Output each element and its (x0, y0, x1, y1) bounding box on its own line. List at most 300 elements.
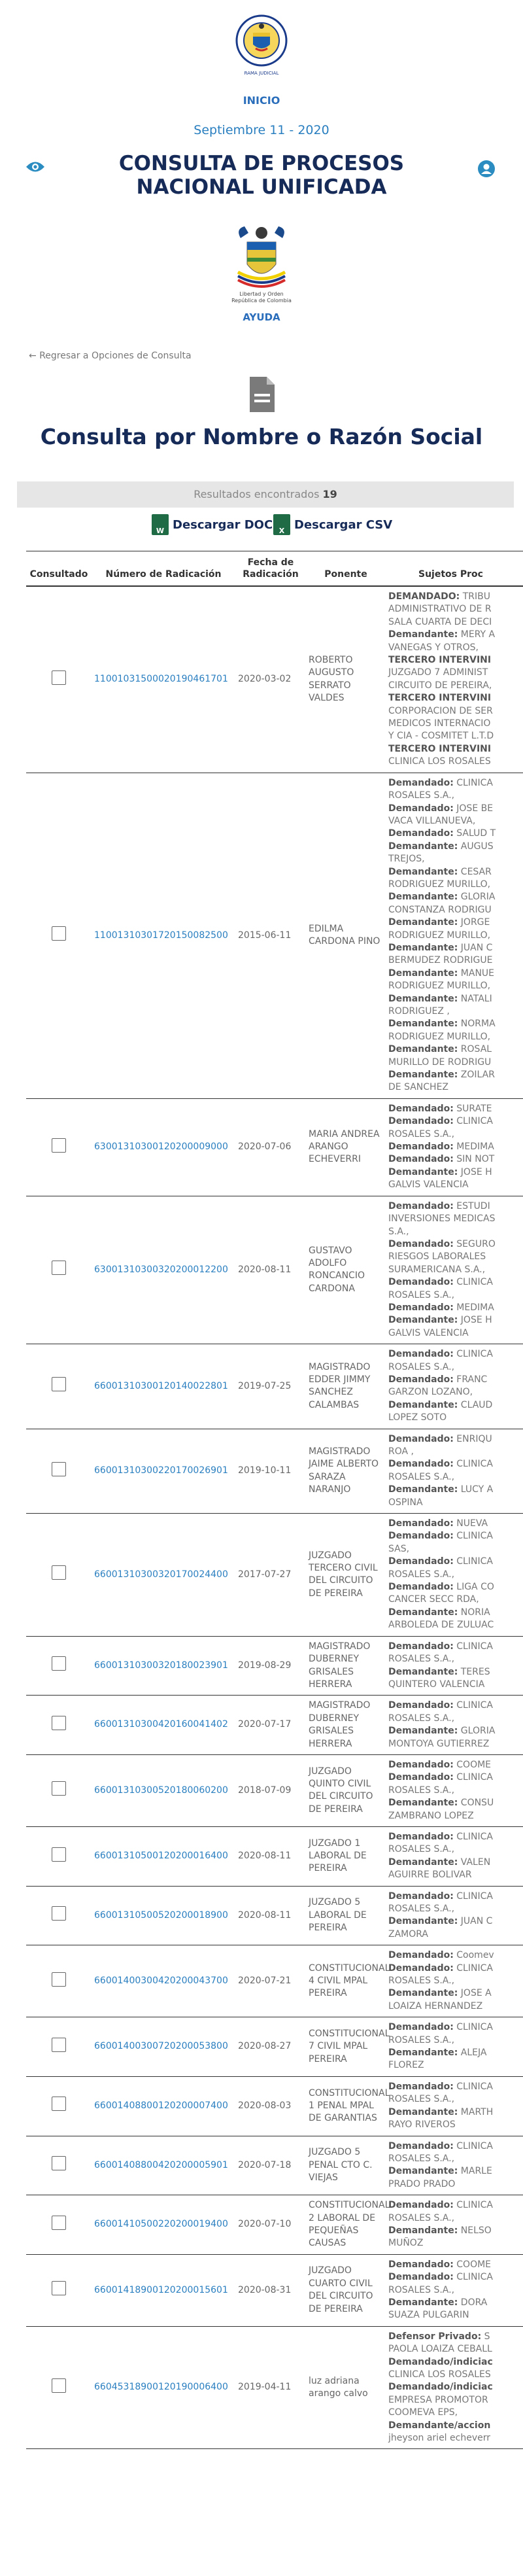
svg-text:RAMA JUDICIAL: RAMA JUDICIAL (244, 71, 279, 76)
sujetos-cell (386, 2254, 523, 2326)
sujeto-role: Demandante: (388, 2297, 458, 2308)
sujeto-line (388, 803, 520, 815)
table-row (26, 1636, 523, 1696)
sujeto-line (388, 1251, 520, 1263)
sujeto-line (388, 2297, 520, 2309)
sujeto-name: LUCY A (458, 1484, 494, 1495)
sujeto-name: CLINICA (453, 1831, 493, 1842)
sujeto-line (388, 1530, 520, 1542)
radicacion-link[interactable]: 66001408800120200007400 (92, 2076, 235, 2136)
table-row (26, 1429, 523, 1513)
sujeto-line (388, 1497, 520, 1509)
sujeto-name: CLINICA (453, 1890, 493, 1902)
sujeto-line (388, 756, 520, 768)
sujeto-role: Demandado: (388, 1154, 454, 1165)
sujeto-role: Demandado: (388, 1962, 454, 1974)
consultado-checkbox[interactable] (52, 1261, 66, 1275)
radicacion-link[interactable]: 63001310300120200009000 (92, 1098, 235, 1196)
ponente-cell: CONSTITUCIONAL 4 CIVIL MPAL PEREIRA (306, 1945, 386, 2017)
sujeto-role: Demandado: (388, 1518, 454, 1529)
fecha-cell: 2020-07-17 (235, 1696, 306, 1755)
sujeto-line (388, 1797, 520, 1809)
sujeto-role: Demandante: (388, 1856, 458, 1868)
fecha-cell: 2020-08-11 (235, 1826, 306, 1886)
sujeto-line (388, 2237, 520, 2250)
sujeto-line (388, 1738, 520, 1750)
sujeto-name: ROSALES S.A., (388, 1844, 455, 1855)
sujeto-line (388, 1128, 520, 1141)
sujeto-line (388, 930, 520, 942)
fecha-cell: 2020-08-31 (235, 2254, 306, 2326)
radicacion-link[interactable]: 66001310300120140022801 (92, 1344, 235, 1429)
sujetos-cell (386, 1196, 523, 1344)
back-link[interactable] (29, 351, 192, 361)
sujeto-role: Demandado: (388, 1141, 454, 1153)
sujeto-role: Demandado: (388, 1582, 454, 1593)
sujeto-name: AUGUS (458, 841, 494, 852)
sujeto-name: CLINICA (453, 777, 493, 788)
sujeto-name: JUAN C (458, 1916, 493, 1927)
sujeto-role: Demandante: (388, 1916, 458, 1927)
sujeto-name: ADMINISTRATIVO DE R (388, 604, 492, 615)
consultado-checkbox[interactable] (52, 2156, 66, 2170)
sujeto-line (388, 1471, 520, 1484)
ponente-cell: JUZGADO QUINTO CIVIL DEL CIRCUITO DE PEREIRA (306, 1754, 386, 1826)
sujeto-line (388, 2259, 520, 2271)
sujeto-role: Demandado: (388, 1200, 454, 1211)
consultado-cell (26, 586, 92, 773)
sujeto-line (388, 1348, 520, 1361)
sujeto-line (388, 993, 520, 1005)
sujeto-name: ENRIQU (453, 1433, 492, 1444)
sujeto-name: DORA (458, 2297, 488, 2308)
sujeto-name: LOPEZ SOTO (388, 1412, 447, 1423)
sujeto-name: ROSALES S.A., (388, 2034, 455, 2045)
sujeto-name: DE SANCHEZ (388, 1082, 449, 1093)
sujeto-name: NATALI (458, 993, 492, 1004)
radicacion-link[interactable]: 66001410500220200019400 (92, 2195, 235, 2255)
sujeto-name: ALEJA (458, 2047, 487, 2059)
ayuda-link[interactable]: AYUDA (243, 311, 280, 323)
sujeto-role: Demandado: (388, 1556, 454, 1567)
table-row (26, 1196, 523, 1344)
sujetos-cell (386, 1826, 523, 1886)
sujeto-role: Demandado: (388, 2259, 454, 2270)
current-date: Septiembre 11 - 2020 (194, 123, 329, 137)
sujeto-line (388, 1386, 520, 1399)
radicacion-link[interactable]: 11001031500020190461701 (92, 586, 235, 773)
radicacion-link[interactable]: 66001418900120200015601 (92, 2254, 235, 2326)
sujeto-name: ROSALES S.A., (388, 790, 455, 801)
sujeto-line (388, 2059, 520, 2072)
radicacion-link[interactable]: 66045318900120190006400 (92, 2326, 235, 2449)
sujeto-line (388, 2343, 520, 2356)
sujeto-line (388, 718, 520, 730)
arrow-left-icon: ← (29, 351, 37, 361)
sujetos-cell (386, 586, 523, 773)
sujeto-role: Demandado: (388, 1759, 454, 1770)
sujeto-role: Demandado: (388, 2200, 454, 2211)
sujeto-role: Demandado: (388, 1459, 454, 1470)
download-doc-button[interactable] (152, 514, 273, 535)
sujeto-name: TERES (458, 1666, 490, 1677)
sujeto-line (388, 1713, 520, 1725)
sujeto-name: AGUIRRE BOLIVAR (388, 1870, 472, 1881)
consultado-checkbox[interactable] (52, 2378, 66, 2393)
ponente-cell: JUZGADO CUARTO CIVIL DEL CIRCUITO DE PEREIRA (306, 2254, 386, 2326)
sujeto-line (388, 730, 520, 742)
consultado-checkbox[interactable] (52, 1781, 66, 1796)
sujeto-name: CLINICA (453, 2081, 493, 2092)
sujeto-line (388, 2081, 520, 2093)
sujeto-line (388, 777, 520, 790)
sujeto-name: ROSALES S.A., (388, 1471, 455, 1482)
sujeto-name: CIRCUITO DE PEREIRA, (388, 680, 492, 691)
sujeto-line (388, 1412, 520, 1424)
radicacion-link[interactable]: 66001310300220170026901 (92, 1429, 235, 1513)
sujeto-line (388, 1784, 520, 1797)
table-row (26, 1945, 523, 2017)
sujeto-line (388, 743, 520, 756)
sujeto-name: PAOLA LOAIZA CEBALL (388, 2344, 492, 2355)
sujeto-line (388, 2356, 520, 2369)
sujeto-role: Demandante: (388, 1607, 458, 1618)
sujeto-role: Demandado: (388, 2140, 454, 2151)
sujeto-name: COOME (453, 2259, 492, 2270)
consultado-checkbox[interactable] (52, 926, 66, 941)
sujeto-name: JUZGADO 7 ADMINIST (388, 667, 488, 678)
sujeto-name: MARTH (458, 2106, 494, 2117)
consultado-cell (26, 773, 92, 1098)
consultado-checkbox[interactable] (52, 1906, 66, 1921)
consultado-cell (26, 1429, 92, 1513)
consultado-cell (26, 1196, 92, 1344)
shield-caption-2: República de Colombia (231, 298, 292, 304)
radicacion-link[interactable]: 66001310300320170024400 (92, 1514, 235, 1637)
consultado-checkbox[interactable] (52, 2216, 66, 2230)
table-row (26, 1696, 523, 1755)
sujeto-name: CLINICA (453, 1556, 493, 1567)
sujeto-name: EMPRESA PROMOTOR (388, 2394, 488, 2405)
sujeto-line (388, 667, 520, 679)
sujeto-name: ROSALES S.A., (388, 1569, 455, 1580)
ponente-cell: MAGISTRADO DUBERNEY GRISALES HERRERA (306, 1636, 386, 1696)
consultado-checkbox[interactable] (52, 2038, 66, 2052)
consultado-cell (26, 1696, 92, 1755)
sujeto-name: NELSO (458, 2225, 492, 2236)
sujeto-line (388, 1928, 520, 1941)
sujeto-line (388, 1518, 520, 1530)
sujeto-line (388, 942, 520, 954)
fecha-cell: 2015-06-11 (235, 773, 306, 1098)
sujeto-role: Demandante: (388, 892, 458, 903)
sujeto-role: Defensor Privado: (388, 2331, 482, 2342)
sujeto-name: JOSE H (458, 1315, 492, 1326)
sujeto-role: Demandante: (388, 1399, 458, 1410)
table-row (26, 2136, 523, 2195)
sujetos-cell (386, 2017, 523, 2077)
table-row (26, 2326, 523, 2449)
radicacion-link[interactable]: 66001310500120200016400 (92, 1826, 235, 1886)
word-file-icon: W (152, 514, 169, 535)
sujeto-line (388, 2047, 520, 2059)
sujeto-name: MUÑOZ (388, 2238, 424, 2249)
sujeto-name: JUAN C (458, 942, 493, 953)
sujeto-line (388, 1433, 520, 1446)
sujeto-line (388, 2212, 520, 2225)
header-consultado: Consultado (26, 551, 92, 587)
sujeto-name: ROSALES S.A., (388, 1289, 455, 1300)
sujeto-role: Demandado: (388, 1349, 454, 1360)
sujeto-line (388, 954, 520, 967)
sujeto-line (388, 1289, 520, 1302)
sujetos-cell (386, 1636, 523, 1696)
sujeto-line (388, 1679, 520, 1691)
fecha-cell: 2019-10-11 (235, 1429, 306, 1513)
inicio-link[interactable]: INICIO (243, 94, 280, 107)
consultado-checkbox[interactable] (52, 1716, 66, 1730)
sujeto-role: Demandante: (388, 2225, 458, 2236)
sujeto-name: JOSE BE (453, 803, 494, 814)
sujeto-role: Demandado/indiciac (388, 2356, 493, 2367)
download-csv-label: Descargar CSV (294, 517, 393, 532)
sujeto-role: Demandante: (388, 1484, 458, 1495)
sujeto-name: RODRIGUEZ MURILLO, (388, 981, 491, 992)
radicacion-link[interactable]: 63001310300320200012200 (92, 1196, 235, 1344)
ponente-cell: JUZGADO 5 PENAL CTO C. VIEJAS (306, 2136, 386, 2195)
title-line-2: NACIONAL UNIFICADA (136, 175, 387, 199)
sujeto-name: MURILLO DE RODRIGU (388, 1056, 492, 1068)
sujeto-name: CLINICA (453, 2272, 493, 2283)
sujeto-role: Demandado: (388, 803, 454, 814)
consultado-checkbox[interactable] (52, 1462, 66, 1476)
ponente-cell: JUZGADO 5 LABORAL DE PEREIRA (306, 1886, 386, 1945)
sujeto-name: VACA VILLANUEVA, (388, 815, 476, 826)
table-body (26, 586, 523, 2449)
sujeto-line (388, 629, 520, 641)
table-row (26, 2076, 523, 2136)
sujetos-cell (386, 2326, 523, 2449)
ponente-cell: EDILMA CARDONA PINO (306, 773, 386, 1098)
download-csv-button[interactable] (273, 514, 392, 535)
sujeto-name: ROSALES S.A., (388, 1361, 455, 1372)
sujeto-name: ROSALES S.A., (388, 1784, 455, 1796)
sujeto-role: Demandante: (388, 1044, 458, 1055)
sujeto-line (388, 1166, 520, 1179)
sujeto-line (388, 916, 520, 929)
sujeto-name: SURAMERICANA S.A., (388, 1264, 486, 1275)
sujeto-name: SAS, (388, 1543, 410, 1554)
radicacion-link[interactable]: 66001400300720200053800 (92, 2017, 235, 2077)
sujeto-name: jheyson ariel echeverr (388, 2433, 490, 2444)
sujeto-name: ROSALES S.A., (388, 2212, 455, 2223)
sujeto-role: Demandante: (388, 942, 458, 953)
radicacion-link[interactable]: 66001400300420200043700 (92, 1945, 235, 2017)
sujeto-line (388, 1031, 520, 1043)
radicacion-link[interactable]: 66001310300520180060200 (92, 1754, 235, 1826)
rama-judicial-seal-icon[interactable] (232, 9, 291, 88)
sujeto-line (388, 1399, 520, 1412)
sujeto-role: Demandado: (388, 1531, 454, 1542)
header-radicacion: Número de Radicación (92, 551, 235, 587)
sujeto-line (388, 2309, 520, 2322)
consultado-checkbox[interactable] (52, 1565, 66, 1580)
sujeto-role: Demandante: (388, 2106, 458, 2117)
radicacion-link[interactable]: 66001310500520200018900 (92, 1886, 235, 1945)
sujeto-role: Demandado: (388, 1950, 454, 1961)
sujeto-line (388, 1302, 520, 1314)
sujeto-line (388, 1484, 520, 1496)
sujeto-line (388, 866, 520, 879)
sujeto-name: ZOILAR (458, 1070, 495, 1081)
sujeto-role: Demandante: (388, 2047, 458, 2059)
sujeto-name: CLINICA (453, 1962, 493, 1974)
sujeto-name: SALUD T (453, 828, 496, 839)
table-row (26, 2017, 523, 2077)
sujeto-line (388, 1581, 520, 1593)
sujeto-role: Demandante: (388, 866, 458, 877)
sujeto-name: CLINICA LOS ROSALES (388, 2369, 491, 2380)
colombia-shield-icon (234, 225, 289, 290)
table-row (26, 2195, 523, 2255)
sujeto-name: CLINICA (453, 1349, 493, 1360)
sujeto-line (388, 2407, 520, 2419)
consultado-checkbox[interactable] (52, 1656, 66, 1671)
sujetos-cell (386, 2195, 523, 2255)
sujeto-name: SIN NOT (453, 1154, 495, 1165)
sujeto-role: Demandado: (388, 1374, 454, 1385)
excel-file-icon: X (273, 514, 290, 535)
sujeto-role: Demandante: (388, 1726, 458, 1737)
sujeto-line (388, 827, 520, 840)
sujeto-name: TRIBU (460, 591, 490, 602)
sujetos-cell (386, 1429, 523, 1513)
document-icon (248, 375, 276, 413)
consultado-cell (26, 1826, 92, 1886)
fecha-cell: 2018-07-09 (235, 1754, 306, 1826)
sujetos-cell (386, 1098, 523, 1196)
sujetos-cell (386, 773, 523, 1098)
sujeto-name: CLINICA (453, 1531, 493, 1542)
results-label: Resultados encontrados (194, 488, 320, 500)
sujeto-line (388, 1374, 520, 1386)
sujeto-name: ROSALES S.A., (388, 2153, 455, 2164)
radicacion-link[interactable]: 11001310301720150082500 (92, 773, 235, 1098)
sujeto-line (388, 790, 520, 802)
sujeto-line (388, 2119, 520, 2131)
sujeto-line (388, 1641, 520, 1653)
sujeto-line (388, 1081, 520, 1094)
sujeto-role: TERCERO INTERVINI (388, 743, 492, 754)
sujeto-line (388, 1056, 520, 1069)
sujetos-cell (386, 1514, 523, 1637)
sujeto-name: CLINICA (453, 1277, 493, 1288)
section-heading: Consulta por Nombre o Razón Social (40, 424, 483, 449)
sujeto-name: CONSTANZA RODRIGU (388, 904, 492, 915)
sujeto-line (388, 1890, 520, 1903)
sujeto-role: Demandante: (388, 841, 458, 852)
sujeto-name: JOSE A (458, 1988, 492, 1999)
header-sujetos: Sujetos Proc (386, 551, 523, 587)
sujeto-line (388, 1361, 520, 1374)
radicacion-link[interactable]: 66001310300320180023901 (92, 1636, 235, 1696)
sujeto-line (388, 1226, 520, 1238)
sujeto-line (388, 2420, 520, 2432)
fecha-cell: 2020-07-06 (235, 1098, 306, 1196)
sujeto-name: PRADO PRADO (388, 2178, 456, 2189)
sujeto-name: ROSALES S.A., (388, 2284, 455, 2295)
eye-icon[interactable] (25, 160, 46, 174)
table-row (26, 1754, 523, 1826)
sujeto-line (388, 1593, 520, 1606)
table-row (26, 773, 523, 1098)
sujeto-name: RAYO RIVEROS (388, 2119, 456, 2131)
sujeto-role: Demandante: (388, 1166, 458, 1177)
sujeto-name: ZAMBRANO LOPEZ (388, 1810, 474, 1821)
sujeto-role: Demandante: (388, 1798, 458, 1809)
header-ponente: Ponente (306, 551, 386, 587)
sujeto-line (388, 967, 520, 980)
sujeto-line (388, 2178, 520, 2191)
consultado-checkbox[interactable] (52, 1377, 66, 1391)
consultado-checkbox[interactable] (52, 670, 66, 685)
sujeto-line (388, 2432, 520, 2445)
ponente-cell: MAGISTRADO JAIME ALBERTO SARAZA NARANJO (306, 1429, 386, 1513)
radicacion-link[interactable]: 66001408800420200005901 (92, 2136, 235, 2195)
user-icon[interactable] (477, 160, 496, 178)
sujeto-name: GALVIS VALENCIA (388, 1179, 469, 1191)
consultado-cell (26, 1514, 92, 1637)
sujeto-name: S (481, 2331, 490, 2342)
sujeto-name: ROSALES S.A., (388, 1128, 455, 1140)
consultado-checkbox[interactable] (52, 2097, 66, 2111)
consultado-cell (26, 2254, 92, 2326)
sujeto-name: MANUE (458, 967, 495, 979)
consultado-checkbox[interactable] (52, 1972, 66, 1987)
consultado-checkbox[interactable] (52, 1138, 66, 1153)
sujeto-name: JORGE (458, 917, 490, 928)
table-row (26, 1514, 523, 1637)
sujeto-line (388, 705, 520, 718)
sujeto-name: OSPINA (388, 1497, 423, 1508)
fecha-cell: 2019-08-29 (235, 1636, 306, 1696)
sujeto-line (388, 1810, 520, 1822)
consultado-checkbox[interactable] (52, 2281, 66, 2295)
sujeto-line (388, 841, 520, 853)
fecha-cell: 2020-08-11 (235, 1196, 306, 1344)
sujeto-line (388, 2284, 520, 2297)
sujeto-role: Demandante/accion (388, 2420, 491, 2431)
sujeto-name: CLINICA LOS ROSALES (388, 756, 491, 767)
sujeto-line (388, 1975, 520, 1987)
fecha-cell: 2020-07-18 (235, 2136, 306, 2195)
sujeto-name: CLINICA (453, 1116, 493, 1127)
sujeto-name: SEGURO (453, 1238, 496, 1249)
consultado-cell (26, 2017, 92, 2077)
sujeto-name: Coomev (453, 1950, 494, 1961)
sujeto-name: JOSE H (458, 1166, 492, 1177)
sujeto-role: Demandado: (388, 1302, 454, 1313)
sujeto-line (388, 1213, 520, 1225)
sujetos-cell (386, 1696, 523, 1755)
sujeto-name: MEDIMA (453, 1141, 494, 1153)
table-header-row (26, 551, 523, 587)
sujeto-name: ESTUDI (453, 1200, 490, 1211)
consultado-checkbox[interactable] (52, 1847, 66, 1862)
radicacion-link[interactable]: 66001310300420160041402 (92, 1696, 235, 1755)
sujeto-line (388, 1759, 520, 1771)
ponente-cell: MARIA ANDREA ARANGO ECHEVERRI (306, 1098, 386, 1196)
